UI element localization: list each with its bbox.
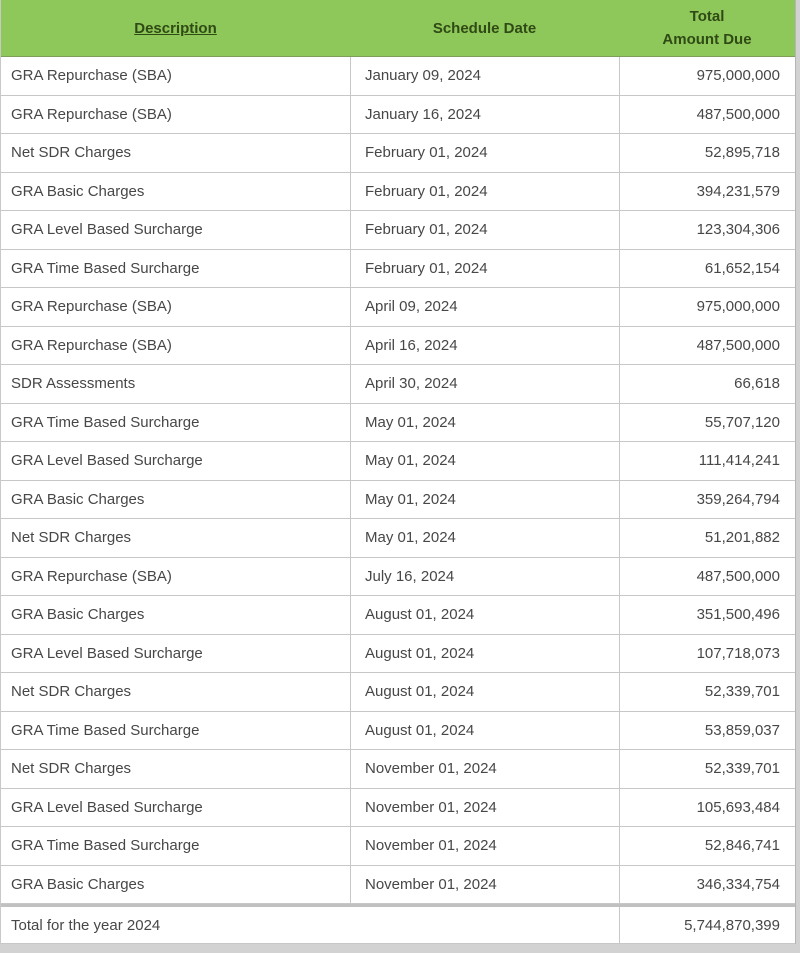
row-amount-due: 975,000,000: [619, 288, 795, 326]
table-row: [1, 327, 795, 366]
row-schedule-date: August 01, 2024: [350, 596, 619, 634]
row-description: GRA Level Based Surcharge: [11, 798, 203, 816]
column-header-description[interactable]: Description: [134, 19, 217, 37]
row-schedule-date: April 09, 2024: [350, 288, 619, 326]
column-header-total-line2: Amount Due: [662, 31, 752, 48]
row-schedule-date: February 01, 2024: [350, 173, 619, 211]
row-schedule-date: February 01, 2024: [350, 250, 619, 288]
row-amount-due: 52,339,701: [619, 750, 795, 788]
row-schedule-date: May 01, 2024: [350, 481, 619, 519]
row-description: GRA Repurchase (SBA): [11, 298, 172, 316]
row-description: Net SDR Charges: [11, 144, 132, 162]
row-schedule-date: August 01, 2024: [350, 673, 619, 711]
row-schedule-date: February 01, 2024: [350, 134, 619, 172]
row-description: GRA Repurchase (SBA): [11, 105, 172, 123]
row-description: Net SDR Charges: [11, 529, 132, 547]
row-description: GRA Level Based Surcharge: [11, 221, 203, 239]
table-row: [1, 57, 795, 96]
row-description: GRA Basic Charges: [11, 182, 145, 200]
row-amount-due: 53,859,037: [619, 712, 795, 750]
row-schedule-date: January 16, 2024: [350, 96, 619, 134]
row-schedule-date: May 01, 2024: [350, 404, 619, 442]
table-row: [1, 596, 795, 635]
row-schedule-date: February 01, 2024: [350, 211, 619, 249]
row-amount-due: 123,304,306: [619, 211, 795, 249]
table-row: [1, 673, 795, 712]
table-row: [1, 712, 795, 751]
table-row: [1, 442, 795, 481]
row-amount-due: 52,895,718: [619, 134, 795, 172]
column-header-schedule-date-cell: [350, 0, 619, 56]
row-description: GRA Basic Charges: [11, 875, 145, 893]
row-amount-due: 111,414,241: [619, 442, 795, 480]
row-description: GRA Time Based Surcharge: [11, 721, 200, 739]
row-description: GRA Time Based Surcharge: [11, 413, 200, 431]
table-row: [1, 211, 795, 250]
row-description: GRA Repurchase (SBA): [11, 567, 172, 585]
table-row: [1, 789, 795, 828]
table-row: [1, 173, 795, 212]
row-amount-due: 107,718,073: [619, 635, 795, 673]
table-row: [1, 635, 795, 674]
table-body: [1, 57, 795, 904]
row-schedule-date: May 01, 2024: [350, 442, 619, 480]
row-schedule-date: August 01, 2024: [350, 712, 619, 750]
total-row: [1, 904, 795, 944]
row-amount-due: 51,201,882: [619, 519, 795, 557]
row-description: GRA Repurchase (SBA): [11, 67, 172, 85]
table-row: [1, 134, 795, 173]
column-header-schedule-date: Schedule Date: [432, 19, 537, 37]
row-amount-due: 52,339,701: [619, 673, 795, 711]
row-schedule-date: April 30, 2024: [350, 365, 619, 403]
row-description: GRA Level Based Surcharge: [11, 452, 203, 470]
row-description: GRA Basic Charges: [11, 490, 145, 508]
table-row: [1, 827, 795, 866]
row-amount-due: 346,334,754: [619, 866, 795, 904]
total-amount: 5,744,870,399: [619, 907, 795, 943]
row-amount-due: 52,846,741: [619, 827, 795, 865]
row-amount-due: 66,618: [619, 365, 795, 403]
row-amount-due: 975,000,000: [619, 57, 795, 95]
row-description: Net SDR Charges: [11, 760, 132, 778]
row-schedule-date: January 09, 2024: [350, 57, 619, 95]
row-amount-due: 351,500,496: [619, 596, 795, 634]
table-row: [1, 866, 795, 905]
column-header-total-amount-due-cell: [619, 0, 795, 56]
row-amount-due: 487,500,000: [619, 96, 795, 134]
row-description: GRA Level Based Surcharge: [11, 644, 203, 662]
row-amount-due: 55,707,120: [619, 404, 795, 442]
table-row: [1, 288, 795, 327]
row-amount-due: 359,264,794: [619, 481, 795, 519]
column-header-total-line1: Total: [689, 8, 725, 25]
row-description: SDR Assessments: [11, 375, 136, 393]
row-description: Net SDR Charges: [11, 683, 132, 701]
row-amount-due: 61,652,154: [619, 250, 795, 288]
row-schedule-date: November 01, 2024: [350, 789, 619, 827]
table-row: [1, 404, 795, 443]
table-row: [1, 481, 795, 520]
row-amount-due: 487,500,000: [619, 327, 795, 365]
table-row: [1, 750, 795, 789]
row-description: GRA Basic Charges: [11, 606, 145, 624]
table-row: [1, 365, 795, 404]
row-schedule-date: November 01, 2024: [350, 827, 619, 865]
row-schedule-date: August 01, 2024: [350, 635, 619, 673]
row-schedule-date: May 01, 2024: [350, 519, 619, 557]
total-label: Total for the year 2024: [11, 916, 161, 934]
row-description: GRA Time Based Surcharge: [11, 837, 200, 855]
table-row: [1, 250, 795, 289]
row-schedule-date: November 01, 2024: [350, 750, 619, 788]
row-amount-due: 105,693,484: [619, 789, 795, 827]
row-schedule-date: July 16, 2024: [350, 558, 619, 596]
table-row: [1, 519, 795, 558]
row-description: GRA Time Based Surcharge: [11, 259, 200, 277]
row-schedule-date: April 16, 2024: [350, 327, 619, 365]
row-description: GRA Repurchase (SBA): [11, 336, 172, 354]
column-header-description-cell: [1, 0, 350, 56]
table-header: [1, 0, 795, 57]
table-row: [1, 558, 795, 597]
row-amount-due: 394,231,579: [619, 173, 795, 211]
row-amount-due: 487,500,000: [619, 558, 795, 596]
table-row: [1, 96, 795, 135]
row-schedule-date: November 01, 2024: [350, 866, 619, 904]
